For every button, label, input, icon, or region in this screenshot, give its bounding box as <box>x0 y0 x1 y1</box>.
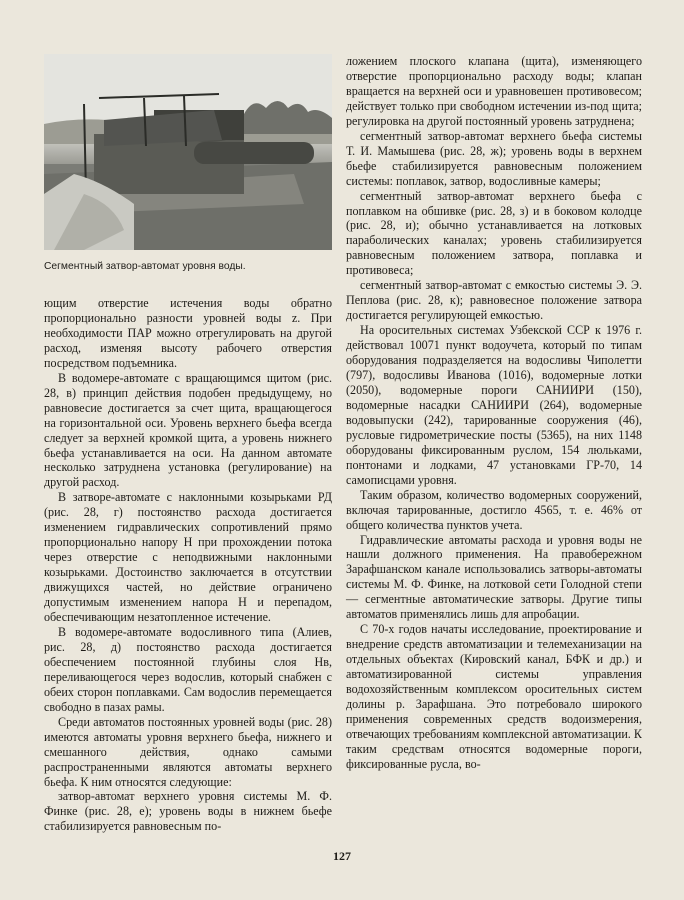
photo-illustration <box>44 54 332 250</box>
paragraph: сегментный затвор-автомат верхнего бьефа с поплавком на обшивке (рис. 28, з) и в боковом колодце (рис. 28, и); обычно устанавливается на лотковых параболических каналах; уровень стабилизируется равновесным положением затвора, поплавка и противовеса; <box>346 188 642 278</box>
paragraph: В водомере-автомате с вращающимся щитом (рис. 28, в) принцип действия подобен предыдущему, но равновесие достигается за счет щита, вращающегося на горизонтальной оси. Уровень верхнего бьефа всегда следует за верхней кромкой щита, а уровень нижнего бьефа устанавливается на оси. На данном автомате несколько затруднена установка (регулирование) на другой расход. <box>44 370 332 490</box>
left-column <box>44 54 332 834</box>
paragraph: Среди автоматов постоянных уровней воды (рис. 28) имеются автоматы уровня верхнего бьефа, нижнего и смешанного действия, однако самыми распространенными являются автоматы верхнего бьефа. К ним относятся следующие: <box>44 714 332 789</box>
paragraph: ющим отверстие истечения воды обратно пропорционально разности уровней воды z. При необходимости ПАР можно отрегулировать на другой расход, изменяя высоту рабочего отверстия посредством подъемника. <box>44 296 332 370</box>
paragraph: затвор-автомат верхнего уровня системы М. Ф. Финке (рис. 28, е); уровень воды в нижнем бьефе стабилизируется равновесным по- <box>44 789 332 834</box>
paragraph: С 70-х годов начаты исследование, проектирование и внедрение средств автоматизации и телемеханизации на отдельных объектах (Кировский канал, БФК и др.) и автоматизированной системы управления водохозяйственным комплексом оросительных систем долины р. Зарафшана. Это потребовало широкого применения современных средств водоизмерения, отвечающих требованиям комплексной автоматизации. К таким средствам относятся водомерные пороги, фиксированные русла, во- <box>346 622 642 771</box>
figure-photo-segment-gate <box>44 54 332 250</box>
page-number: 127 <box>333 849 351 863</box>
right-column <box>346 54 642 772</box>
paragraph: Гидравлические автоматы расхода и уровня воды не нашли должного применения. На правобережном Зарафшанском канале использовались затворы-автоматы системы М. Ф. Финке, на лотковой сети Голодной степи — сегментные автоматические затворы. Другие типы автоматов применялись лишь для апробации. <box>346 532 642 622</box>
figure-caption: Сегментный затвор-автомат уровня воды. <box>44 261 246 272</box>
paragraph: В затворе-автомате с наклонными козырьками РД (рис. 28, г) постоянство расхода достигается изменением гидравлических сопротивлений прямо пропорционально напору H при прохождении потока через отверстие с неподвижными наклонными козырьками. Достоинство заключается в отсутствии движущихся частей, но действие ограничено допустимым изменением напора H и перепадом, обеспечивающим незатопленное истечение. <box>44 490 332 625</box>
paragraph: Таким образом, количество водомерных сооружений, включая тарированные, достигло 4565, т. е. 46% от общего количества пунктов учета. <box>346 487 642 532</box>
paragraph: сегментный затвор-автомат с емкостью системы Э. Э. Пеплова (рис. 28, к); равновесное положение затвора достигается регулирующей емкостью. <box>346 278 642 323</box>
paragraph: На оросительных системах Узбекской ССР к 1976 г. действовал 10071 пункт водоучета, который по типам оборудования подразделяется на водосливы Чиполетти (797), водосливы Иванова (1016), водомерные лотки (2050), водомерные пороги САНИИРИ (150), водомерные насадки САНИИРИ (264), водомерные водовыпуски (242), тарированные сооружения (46), русловые гидрометрические посты (5365), на них 1148 оборудованы фиксированным руслом, 154 люльками, понтонами и лодками, 47 установками ГР-70, 14 самописцами уровня. <box>346 323 642 487</box>
paragraph: сегментный затвор-автомат верхнего бьефа системы Т. И. Мамышева (рис. 28, ж); уровень воды в верхнем бьефе стабилизируется равновесным положением системы: поплавок, затвор, водосливные камеры; <box>346 128 642 188</box>
paragraph: В водомере-автомате водосливного типа (Алиев, рис. 28, д) постоянство расхода достигается обеспечением постоянной глубины слоя Hв, переливающегося через водослив, который снабжен с обеих сторон поплавками. Сам водослив перемещается свободно в пазах рамы. <box>44 624 332 714</box>
paragraph: ложением плоского клапана (щита), изменяющего отверстие пропорционально расходу воды; клапан вращается на верхней оси и уравновешен противовесом; действует только при свободном истечении из-под щита; регулировка на другой постоянный уровень затруднена; <box>346 54 642 128</box>
